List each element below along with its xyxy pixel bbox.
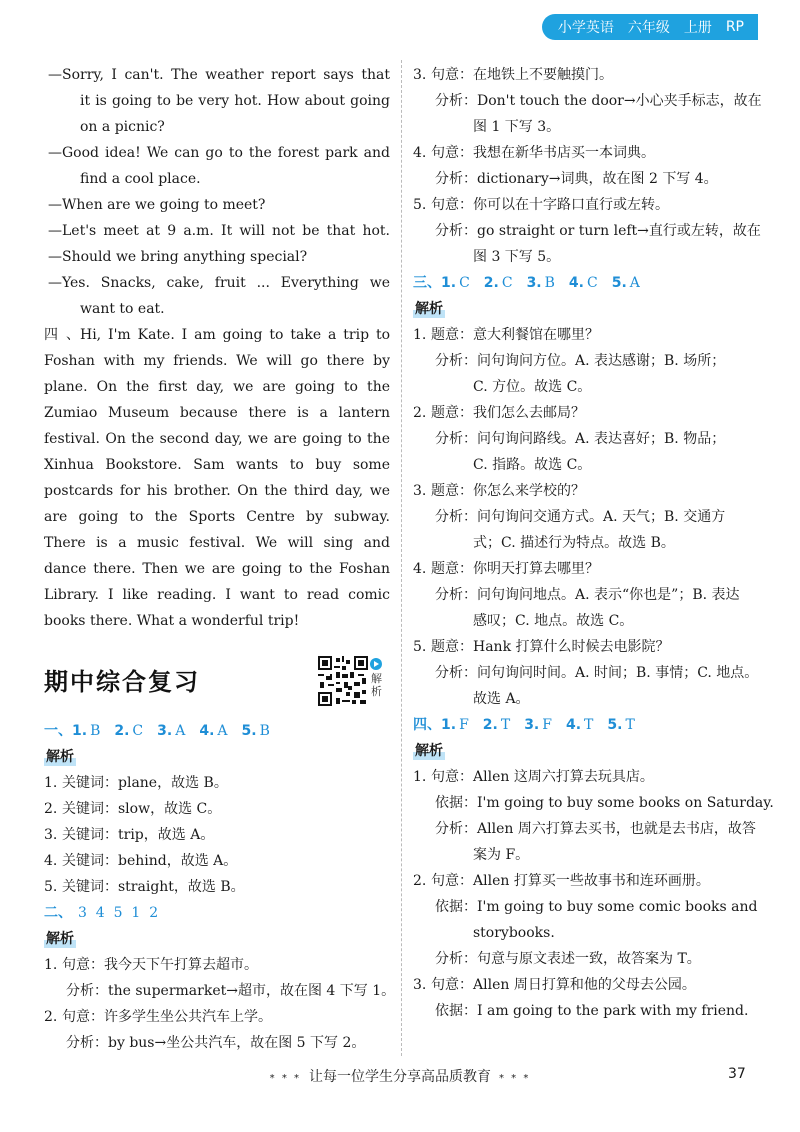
item-text: 题意：你怎么来学校的？ <box>431 483 585 499</box>
header-subject-tab <box>542 14 758 40</box>
analysis-heading <box>413 738 756 764</box>
section-4-answers <box>413 712 756 738</box>
answer-item-line: C. 指路。故选 C。 <box>473 457 592 473</box>
item-text: 句意：在地铁上不要触摸门。 <box>431 67 613 83</box>
item-text: 关键词：slow，故选 C。 <box>62 801 222 817</box>
answer-item-line <box>413 478 756 504</box>
passage-line: Foshan with my friends. We will go there by <box>44 353 390 369</box>
answer-value: B <box>259 723 270 739</box>
answer-item-line: 分析：Don't touch the door→小心夹手标志，故在 <box>435 93 762 109</box>
answer-number: 1. <box>72 723 88 739</box>
answer-number: 5. <box>241 723 257 739</box>
answer-item-line <box>413 868 756 894</box>
item-text: 句意：许多学生坐公共汽车上学。 <box>62 1009 272 1025</box>
item-text: 题意：你明天打算去哪里？ <box>431 561 599 577</box>
item-number: 5. <box>413 197 427 213</box>
item-number: 2. <box>413 873 427 889</box>
answer-item-line <box>413 764 756 790</box>
answer-item-line: 分析：问句询问路线。A. 表达喜好；B. 物品； <box>435 431 726 447</box>
passage-line: Zumiao Museum because there is a lantern <box>44 405 390 421</box>
analysis-heading <box>44 744 390 770</box>
answer-item-line <box>413 972 756 998</box>
item-text: 关键词：plane，故选 B。 <box>62 775 228 791</box>
dialog-line: find a cool place. <box>80 171 201 187</box>
answer-item <box>44 848 390 874</box>
header-edition: RP <box>725 19 744 35</box>
section-2-answers <box>44 900 390 926</box>
item-text: 题意：我们怎么去邮局？ <box>431 405 585 421</box>
passage-line: There is a music festival. We will sing and <box>44 535 390 551</box>
item-number: 4. <box>413 561 427 577</box>
passage-line: festival. On the second day, we are going to the <box>44 431 390 447</box>
right-column <box>413 62 774 1024</box>
answer-value: B <box>544 275 555 291</box>
footer <box>0 1066 800 1086</box>
passage-line: are going to the Sports Centre by subway. <box>44 509 390 525</box>
section-3-answers <box>413 270 756 296</box>
answer-item-line: 分析：go straight or turn left→直行或左转，故在 <box>435 223 761 239</box>
answer-values: 3 4 5 1 2 <box>78 905 159 921</box>
review-title: 期中综合复习 <box>44 668 200 696</box>
header-volume: 上册 <box>683 20 712 36</box>
answer-item-line: 分析：句意与原文表述一致，故答案为 T。 <box>435 951 701 967</box>
answer-number: 2. <box>482 717 498 733</box>
passage-line: dance there. Then we are going to the Foshan <box>44 561 390 577</box>
item-number: 3. <box>413 67 427 83</box>
answer-value: A <box>629 275 640 291</box>
page-number: 37 <box>728 1066 746 1082</box>
dialog-line: it is going to be very hot. How about going <box>80 93 390 109</box>
item-text: 句意：Allen 这周六打算去玩具店。 <box>431 769 654 785</box>
item-number: 2. <box>44 801 58 817</box>
answer-value: T <box>625 717 635 733</box>
answer-value: T <box>500 717 511 733</box>
item-number: 2. <box>413 405 427 421</box>
item-number: 1. <box>413 327 427 343</box>
analysis-heading <box>44 926 390 952</box>
item-text: 关键词：straight，故选 B。 <box>62 879 245 895</box>
passage-line: plane. On the first day, we are going to the <box>44 379 390 395</box>
answer-item <box>44 822 390 848</box>
answer-number: 4. <box>568 275 584 291</box>
answer-number: 4. <box>199 723 215 739</box>
answer-item-line <box>413 62 756 88</box>
right-answers <box>413 62 774 1024</box>
answer-value: F <box>459 717 469 733</box>
item-text: 关键词：trip，故选 A。 <box>62 827 215 843</box>
passage-line: Library. I like reading. I want to read comic <box>44 587 390 603</box>
play-icon[interactable] <box>370 658 382 670</box>
dialog-block <box>44 62 390 322</box>
section-1-answers <box>44 718 390 744</box>
answer-number: 5. <box>611 275 627 291</box>
item-number: 1. <box>44 957 58 973</box>
item-number: 5. <box>44 879 58 895</box>
answer-item-line: storybooks. <box>473 925 555 941</box>
answer-item-line <box>413 140 756 166</box>
answer-item <box>44 874 390 900</box>
passage-line: postcards for his brother. On the third day, we <box>44 483 390 499</box>
passage-label: 四、 <box>44 327 80 343</box>
analysis-label: 解析 <box>415 301 443 317</box>
answer-item-line: 分析：Allen 周六打算去买书，也就是去书店，故答 <box>435 821 756 837</box>
item-text: 题意：意大利餐馆在哪里？ <box>431 327 599 343</box>
section-3-answers-label: 三、 <box>413 275 441 291</box>
answer-item-line: 分析：问句询问交通方式。A. 天气；B. 交通方 <box>435 509 726 525</box>
header-subject: 小学英语 <box>557 20 614 36</box>
answer-item-line <box>413 400 756 426</box>
section-2-answers-label: 二、 <box>44 905 72 921</box>
answer-item-line <box>44 952 390 978</box>
answer-value: F <box>542 717 552 733</box>
dialog-line: on a picnic? <box>80 119 165 135</box>
dialog-line: —Good idea! We can go to the forest park and <box>48 145 390 161</box>
item-number: 5. <box>413 639 427 655</box>
answer-number: 1. <box>441 275 457 291</box>
answer-number: 3. <box>526 275 542 291</box>
item-text: 句意：Allen 周日打算和他的父母去公园。 <box>431 977 696 993</box>
item-text: 关键词：behind，故选 A。 <box>62 853 238 869</box>
answer-item-line: 案为 F。 <box>473 847 530 863</box>
answer-number: 3. <box>157 723 173 739</box>
item-number: 1. <box>413 769 427 785</box>
passage-block <box>44 322 390 634</box>
answer-item-line: 式；C. 描述行为特点。故选 B。 <box>473 535 675 551</box>
analysis-label: 解析 <box>415 743 443 759</box>
footer-stars-left: * * * <box>269 1073 301 1084</box>
answer-value: C <box>501 275 513 291</box>
column-divider <box>401 60 402 1056</box>
qr-label: 解析 <box>371 672 382 698</box>
answer-item-line <box>413 192 756 218</box>
item-number: 2. <box>44 1009 58 1025</box>
left-column <box>44 62 390 634</box>
answer-value: A <box>217 723 228 739</box>
answer-item-line: 分析：问句询问时间。A. 时间；B. 事情；C. 地点。 <box>435 665 759 681</box>
item-text: 句意：我想在新华书店买一本词典。 <box>431 145 655 161</box>
dialog-line: —Yes. Snacks, cake, fruit ... Everything we <box>48 275 390 291</box>
item-text: 句意：我今天下午打算去超市。 <box>62 957 258 973</box>
dialog-line: want to eat. <box>80 301 165 317</box>
answer-item-line: 依据：I'm going to buy some books on Saturday. <box>435 795 774 811</box>
answer-item-line: C. 方位。故选 C。 <box>473 379 592 395</box>
left-answers <box>44 718 396 1056</box>
answer-number: 5. <box>607 717 623 733</box>
answer-item-line: 图 1 下写 3。 <box>473 119 561 135</box>
answer-value: A <box>175 723 186 739</box>
answer-number: 1. <box>441 717 457 733</box>
answer-item-line: 依据：I am going to the park with my friend. <box>435 1003 749 1019</box>
answer-value: C <box>132 723 144 739</box>
qr-code-block[interactable] <box>318 656 388 710</box>
passage-line: Xinhua Bookstore. Sam wants to buy some <box>44 457 390 473</box>
answer-item-line: 依据：I'm going to buy some comic books and <box>435 899 758 915</box>
passage-text: Hi, I'm Kate. I am going to take a trip to <box>80 327 390 343</box>
answer-item-line <box>413 634 756 660</box>
answer-item-line: 分析：问句询问地点。A. 表示“你也是”；B. 表达 <box>435 587 740 603</box>
item-text: 句意：Allen 打算买一些故事书和连环画册。 <box>431 873 710 889</box>
answer-number: 4. <box>565 717 582 733</box>
answer-number: 2. <box>114 723 130 739</box>
qr-code-icon[interactable] <box>318 656 368 706</box>
passage-line <box>44 322 390 348</box>
footer-stars-right: * * * <box>499 1073 531 1084</box>
answer-item <box>44 796 390 822</box>
answer-item <box>44 770 390 796</box>
answer-item-line: 感叹；C. 地点。故选 C。 <box>473 613 634 629</box>
item-number: 4. <box>413 145 427 161</box>
passage-line: books there. What a wonderful trip! <box>44 613 300 629</box>
item-number: 4. <box>44 853 58 869</box>
item-number: 3. <box>413 483 427 499</box>
analysis-heading <box>413 296 756 322</box>
header-grade: 六年级 <box>627 20 670 36</box>
analysis-label: 解析 <box>46 931 74 947</box>
dialog-line: —Let's meet at 9 a.m. It will not be that hot. <box>48 223 390 239</box>
answer-item-line: 分析：问句询问方位。A. 表达感谢；B. 场所； <box>435 353 726 369</box>
section-4-answers-label: 四、 <box>413 717 441 733</box>
item-number: 3. <box>44 827 58 843</box>
analysis-label: 解析 <box>46 749 74 765</box>
answer-item-line: 故选 A。 <box>473 691 530 707</box>
dialog-line: —When are we going to meet? <box>48 197 266 213</box>
item-text: 题意：Hank 打算什么时候去电影院？ <box>431 639 670 655</box>
item-text: 句意：你可以在十字路口直行或左转。 <box>431 197 669 213</box>
item-number: 1. <box>44 775 58 791</box>
left-column-answers <box>44 718 396 1056</box>
item-number: 3. <box>413 977 427 993</box>
footer-slogan: 让每一位学生分享高品质教育 <box>309 1069 491 1085</box>
answer-item-line: 分析：dictionary→词典，故在图 2 下写 4。 <box>435 171 718 187</box>
answer-item-line <box>413 556 756 582</box>
answer-item-line: 分析：by bus→坐公共汽车，故在图 5 下写 2。 <box>66 1035 366 1051</box>
section-1-answers-label: 一、 <box>44 723 72 739</box>
answer-value: B <box>90 723 101 739</box>
answer-value: C <box>459 275 470 291</box>
answer-value: C <box>586 275 598 291</box>
answer-item-line <box>413 322 756 348</box>
answer-value: T <box>584 717 594 733</box>
answer-item-line: 分析：the supermarket→超市，故在图 4 下写 1。 <box>66 983 396 999</box>
answer-item-line: 图 3 下写 5。 <box>473 249 561 265</box>
answer-number: 3. <box>524 717 540 733</box>
dialog-line: —Sorry, I can't. The weather report says that <box>48 67 390 83</box>
answer-item-line <box>44 1004 390 1030</box>
answer-number: 2. <box>483 275 499 291</box>
dialog-line: —Should we bring anything special? <box>48 249 308 265</box>
